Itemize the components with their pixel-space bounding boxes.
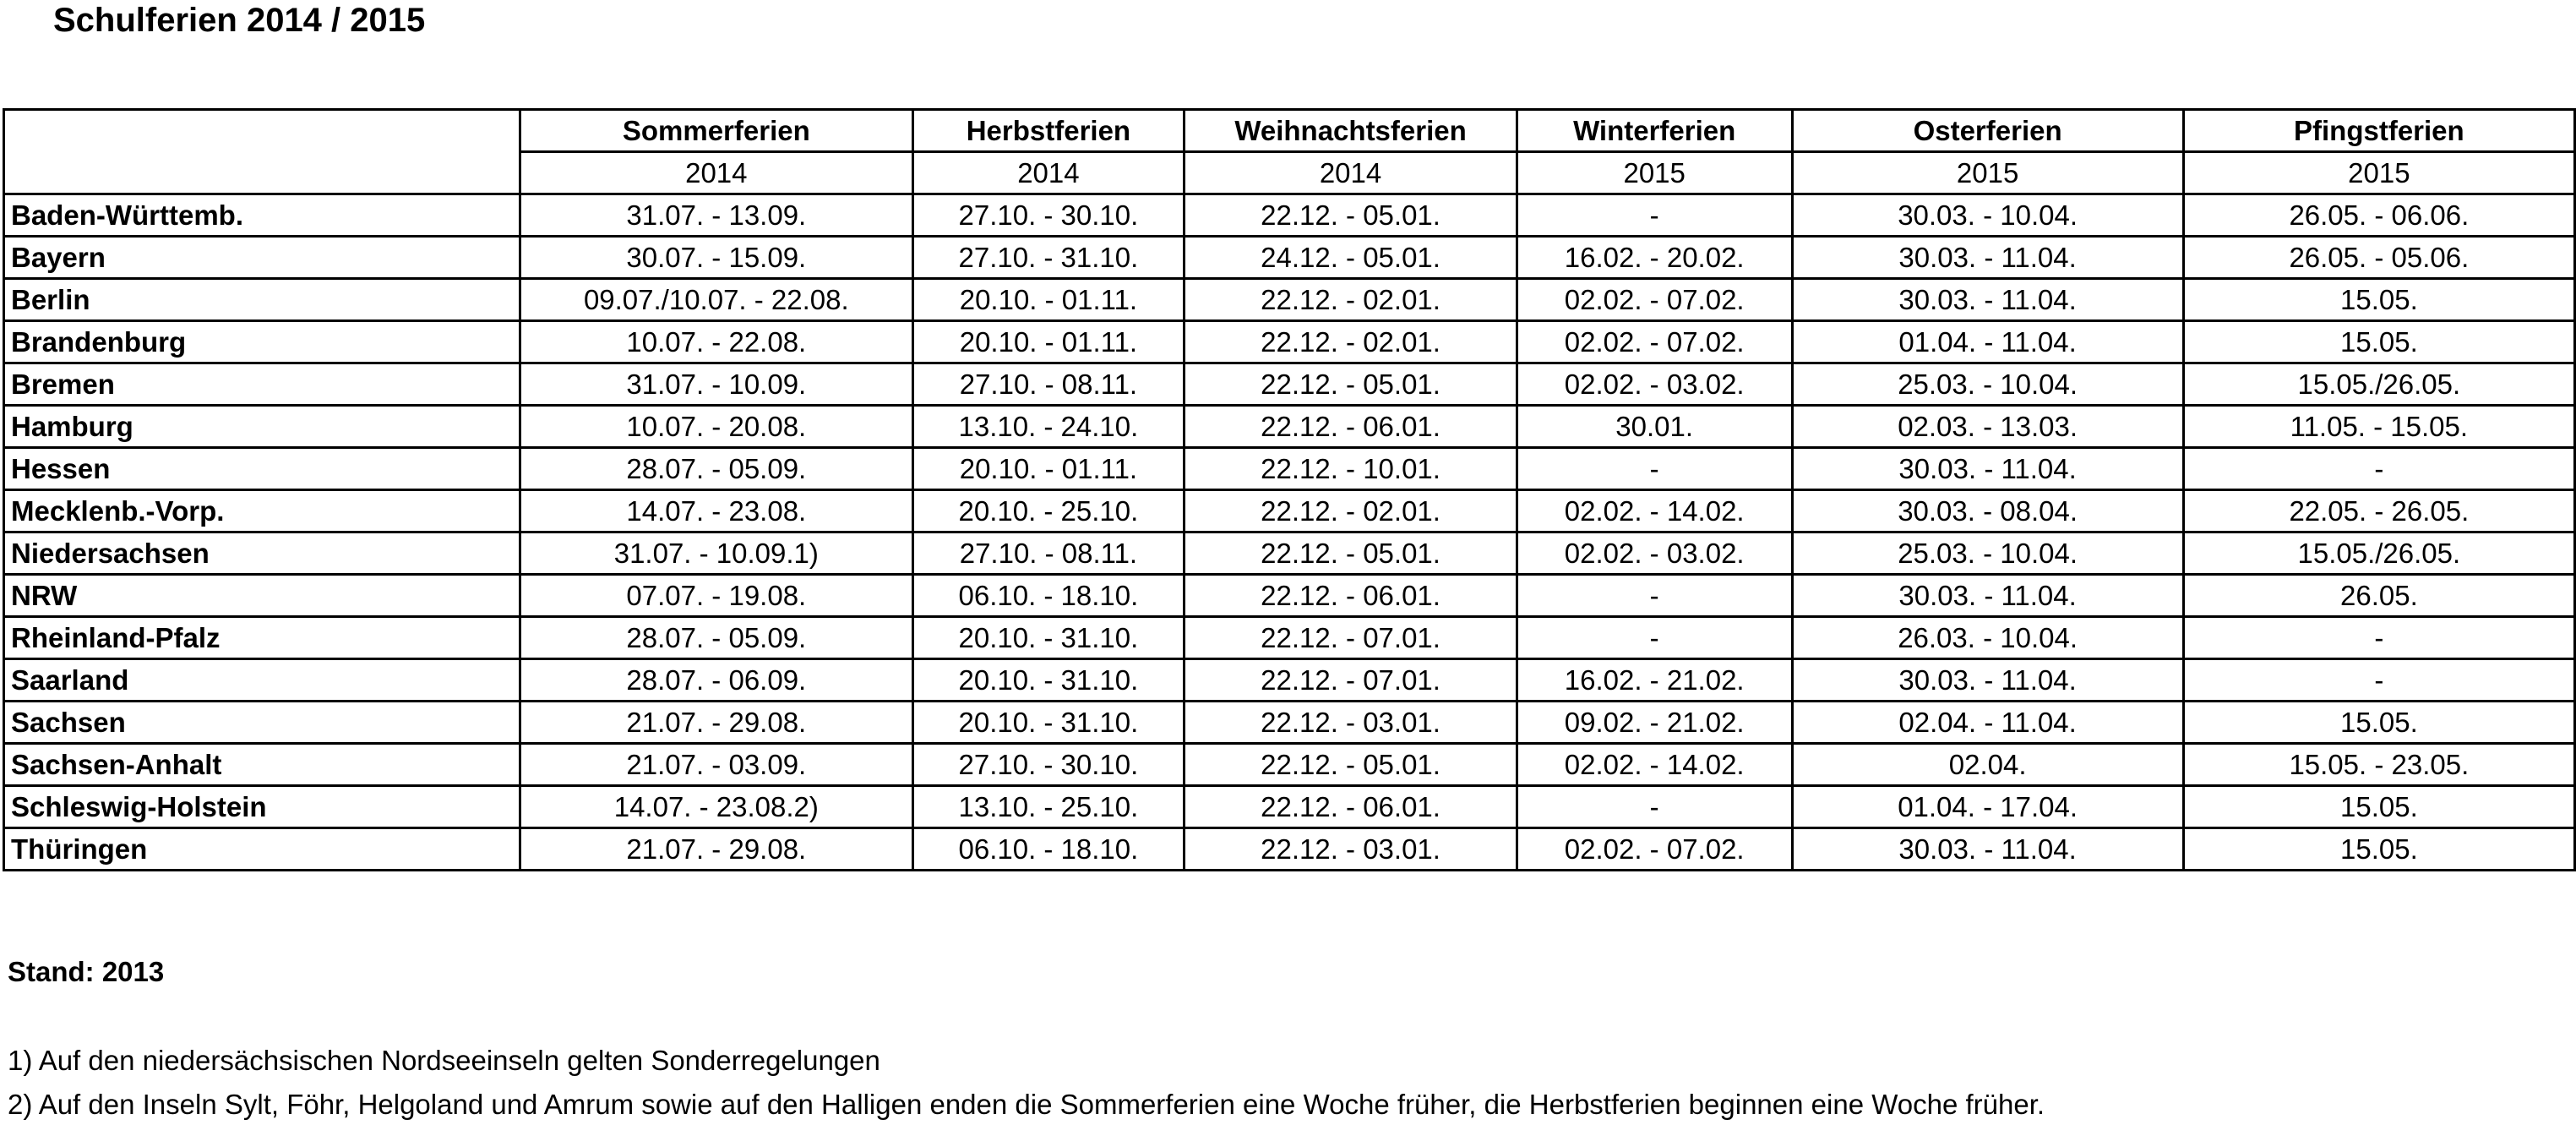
state-name-cell: Baden-Württemb. <box>4 194 520 237</box>
holiday-date-cell: 30.03. - 11.04. <box>1792 237 2183 279</box>
column-header-year: 2015 <box>1517 152 1792 194</box>
holiday-date-cell: 22.12. - 05.01. <box>1185 363 1517 406</box>
holiday-date-cell: 02.02. - 07.02. <box>1517 828 1792 871</box>
table-row <box>4 490 2575 532</box>
holiday-date-cell: 02.03. - 13.03. <box>1792 406 2183 448</box>
holiday-date-cell: 09.07./10.07. - 22.08. <box>520 279 913 321</box>
holiday-date-cell: 02.04. - 11.04. <box>1792 702 2183 744</box>
holiday-date-cell: - <box>1517 448 1792 490</box>
holiday-date-cell: 20.10. - 25.10. <box>912 490 1185 532</box>
table-row <box>4 321 2575 363</box>
holiday-date-cell: 14.07. - 23.08. <box>520 490 913 532</box>
holiday-date-cell: 30.07. - 15.09. <box>520 237 913 279</box>
holiday-date-cell: - <box>2183 448 2574 490</box>
column-header-year: 2014 <box>520 152 913 194</box>
holiday-date-cell: 22.12. - 10.01. <box>1185 448 1517 490</box>
holiday-date-cell: 20.10. - 31.10. <box>912 702 1185 744</box>
holiday-date-cell: 02.02. - 14.02. <box>1517 744 1792 786</box>
holiday-date-cell: 16.02. - 21.02. <box>1517 659 1792 702</box>
holiday-date-cell: 30.03. - 08.04. <box>1792 490 2183 532</box>
column-header-year: 2014 <box>1185 152 1517 194</box>
column-header-period: Pfingstferien <box>2183 110 2574 152</box>
holiday-date-cell: 11.05. - 15.05. <box>2183 406 2574 448</box>
holiday-date-cell: 10.07. - 20.08. <box>520 406 913 448</box>
table-row <box>4 786 2575 828</box>
holiday-date-cell: 10.07. - 22.08. <box>520 321 913 363</box>
table-row <box>4 744 2575 786</box>
holiday-date-cell: 02.02. - 07.02. <box>1517 279 1792 321</box>
column-header-period: Weihnachtsferien <box>1185 110 1517 152</box>
table-row <box>4 828 2575 871</box>
holiday-date-cell: 22.12. - 05.01. <box>1185 532 1517 575</box>
holiday-date-cell: 30.03. - 10.04. <box>1792 194 2183 237</box>
stand-note: Stand: 2013 <box>8 956 165 987</box>
state-name-cell: Rheinland-Pfalz <box>4 617 520 659</box>
table-body <box>4 194 2575 871</box>
table-row <box>4 194 2575 237</box>
holiday-date-cell: 22.12. - 06.01. <box>1185 406 1517 448</box>
table-row <box>4 659 2575 702</box>
holiday-date-cell: 22.12. - 02.01. <box>1185 279 1517 321</box>
holiday-date-cell: 06.10. - 18.10. <box>912 575 1185 617</box>
holiday-date-cell: 15.05. <box>2183 702 2574 744</box>
holiday-date-cell: 15.05. <box>2183 321 2574 363</box>
holiday-date-cell: 30.03. - 11.04. <box>1792 575 2183 617</box>
holiday-date-cell: 31.07. - 13.09. <box>520 194 913 237</box>
table-row <box>4 363 2575 406</box>
state-name-cell: Bremen <box>4 363 520 406</box>
holiday-date-cell: 15.05./26.05. <box>2183 532 2574 575</box>
holiday-date-cell: 20.10. - 01.11. <box>912 448 1185 490</box>
holiday-date-cell: - <box>1517 786 1792 828</box>
state-name-cell: Bayern <box>4 237 520 279</box>
holiday-date-cell: 31.07. - 10.09.1) <box>520 532 913 575</box>
holiday-date-cell: - <box>1517 575 1792 617</box>
holiday-date-cell: 30.03. - 11.04. <box>1792 659 2183 702</box>
column-header-period: Sommerferien <box>520 110 913 152</box>
holiday-date-cell: 15.05./26.05. <box>2183 363 2574 406</box>
holiday-date-cell: 28.07. - 06.09. <box>520 659 913 702</box>
holiday-date-cell: 20.10. - 01.11. <box>912 279 1185 321</box>
state-name-cell: Sachsen-Anhalt <box>4 744 520 786</box>
holiday-date-cell: 15.05. <box>2183 279 2574 321</box>
table-row <box>4 532 2575 575</box>
column-header-year: 2014 <box>912 152 1185 194</box>
holiday-date-cell: 02.02. - 03.02. <box>1517 532 1792 575</box>
holiday-date-cell: 07.07. - 19.08. <box>520 575 913 617</box>
holiday-date-cell: 21.07. - 29.08. <box>520 828 913 871</box>
holiday-date-cell: 22.12. - 05.01. <box>1185 744 1517 786</box>
footnote-1: 1) Auf den niedersächsischen Nordseeinseln gelten Sonderregelungen <box>8 1045 880 1076</box>
table-row <box>4 702 2575 744</box>
state-name-cell: Hamburg <box>4 406 520 448</box>
holiday-date-cell: 02.02. - 07.02. <box>1517 321 1792 363</box>
state-name-cell: Sachsen <box>4 702 520 744</box>
holiday-date-cell: 21.07. - 03.09. <box>520 744 913 786</box>
state-name-cell: Mecklenb.-Vorp. <box>4 490 520 532</box>
holiday-date-cell: 20.10. - 31.10. <box>912 659 1185 702</box>
holiday-date-cell: 02.02. - 14.02. <box>1517 490 1792 532</box>
column-header-period: Osterferien <box>1792 110 2183 152</box>
holiday-date-cell: 01.04. - 11.04. <box>1792 321 2183 363</box>
holiday-date-cell: 22.12. - 07.01. <box>1185 659 1517 702</box>
state-name-cell: Thüringen <box>4 828 520 871</box>
column-header-year: 2015 <box>2183 152 2574 194</box>
state-name-cell: Niedersachsen <box>4 532 520 575</box>
holiday-date-cell: 25.03. - 10.04. <box>1792 363 2183 406</box>
holiday-date-cell: 27.10. - 31.10. <box>912 237 1185 279</box>
table-row <box>4 448 2575 490</box>
holiday-date-cell: 27.10. - 30.10. <box>912 194 1185 237</box>
column-header-year: 2015 <box>1792 152 2183 194</box>
holiday-date-cell: 30.03. - 11.04. <box>1792 279 2183 321</box>
holiday-table <box>3 108 2576 871</box>
state-name-cell: Hessen <box>4 448 520 490</box>
page-title: Schulferien 2014 / 2015 <box>53 2 426 39</box>
holiday-date-cell: 27.10. - 08.11. <box>912 532 1185 575</box>
holiday-date-cell: 13.10. - 24.10. <box>912 406 1185 448</box>
holiday-date-cell: 28.07. - 05.09. <box>520 448 913 490</box>
holiday-date-cell: 31.07. - 10.09. <box>520 363 913 406</box>
state-name-cell: Schleswig-Holstein <box>4 786 520 828</box>
holiday-date-cell: 22.05. - 26.05. <box>2183 490 2574 532</box>
holiday-date-cell: 21.07. - 29.08. <box>520 702 913 744</box>
holiday-date-cell: 26.05. - 05.06. <box>2183 237 2574 279</box>
holiday-date-cell: - <box>1517 617 1792 659</box>
holiday-date-cell: - <box>2183 659 2574 702</box>
holiday-date-cell: 13.10. - 25.10. <box>912 786 1185 828</box>
holiday-date-cell: 26.03. - 10.04. <box>1792 617 2183 659</box>
state-name-cell: NRW <box>4 575 520 617</box>
table-row <box>4 575 2575 617</box>
holiday-date-cell: 22.12. - 03.01. <box>1185 828 1517 871</box>
holiday-date-cell: 02.04. <box>1792 744 2183 786</box>
column-header-period: Winterferien <box>1517 110 1792 152</box>
holiday-date-cell: 22.12. - 03.01. <box>1185 702 1517 744</box>
table-row <box>4 237 2575 279</box>
header-row-period-names <box>4 110 2575 152</box>
holiday-date-cell: 16.02. - 20.02. <box>1517 237 1792 279</box>
table-row <box>4 279 2575 321</box>
holiday-date-cell: 14.07. - 23.08.2) <box>520 786 913 828</box>
holiday-date-cell: 09.02. - 21.02. <box>1517 702 1792 744</box>
holiday-date-cell: 22.12. - 02.01. <box>1185 321 1517 363</box>
holiday-date-cell: 22.12. - 02.01. <box>1185 490 1517 532</box>
holiday-date-cell: 22.12. - 07.01. <box>1185 617 1517 659</box>
holiday-date-cell: 06.10. - 18.10. <box>912 828 1185 871</box>
holiday-date-cell: 01.04. - 17.04. <box>1792 786 2183 828</box>
state-name-cell: Berlin <box>4 279 520 321</box>
header-corner-cell <box>4 110 520 194</box>
holiday-date-cell: 20.10. - 31.10. <box>912 617 1185 659</box>
state-name-cell: Saarland <box>4 659 520 702</box>
state-name-cell: Brandenburg <box>4 321 520 363</box>
holiday-date-cell: 02.02. - 03.02. <box>1517 363 1792 406</box>
holiday-date-cell: 30.01. <box>1517 406 1792 448</box>
holiday-date-cell: 15.05. - 23.05. <box>2183 744 2574 786</box>
table-row <box>4 617 2575 659</box>
holiday-date-cell: 22.12. - 06.01. <box>1185 786 1517 828</box>
table-row <box>4 406 2575 448</box>
holiday-date-cell: 27.10. - 08.11. <box>912 363 1185 406</box>
holiday-date-cell: 30.03. - 11.04. <box>1792 448 2183 490</box>
footnote-2: 2) Auf den Inseln Sylt, Föhr, Helgoland und Amrum sowie auf den Halligen enden die Sommerferien eine Woche früher, die Herbstferien beginnen eine Woche früher. <box>8 1089 2045 1120</box>
holiday-date-cell: 27.10. - 30.10. <box>912 744 1185 786</box>
holiday-date-cell: 20.10. - 01.11. <box>912 321 1185 363</box>
holiday-date-cell: 22.12. - 06.01. <box>1185 575 1517 617</box>
holiday-date-cell: 28.07. - 05.09. <box>520 617 913 659</box>
holiday-date-cell: 30.03. - 11.04. <box>1792 828 2183 871</box>
holiday-date-cell: 15.05. <box>2183 828 2574 871</box>
holiday-date-cell: 25.03. - 10.04. <box>1792 532 2183 575</box>
holiday-date-cell: 24.12. - 05.01. <box>1185 237 1517 279</box>
column-header-period: Herbstferien <box>912 110 1185 152</box>
holiday-date-cell: 26.05. <box>2183 575 2574 617</box>
holiday-date-cell: - <box>2183 617 2574 659</box>
holiday-date-cell: - <box>1517 194 1792 237</box>
holiday-date-cell: 15.05. <box>2183 786 2574 828</box>
holiday-date-cell: 22.12. - 05.01. <box>1185 194 1517 237</box>
holiday-date-cell: 26.05. - 06.06. <box>2183 194 2574 237</box>
